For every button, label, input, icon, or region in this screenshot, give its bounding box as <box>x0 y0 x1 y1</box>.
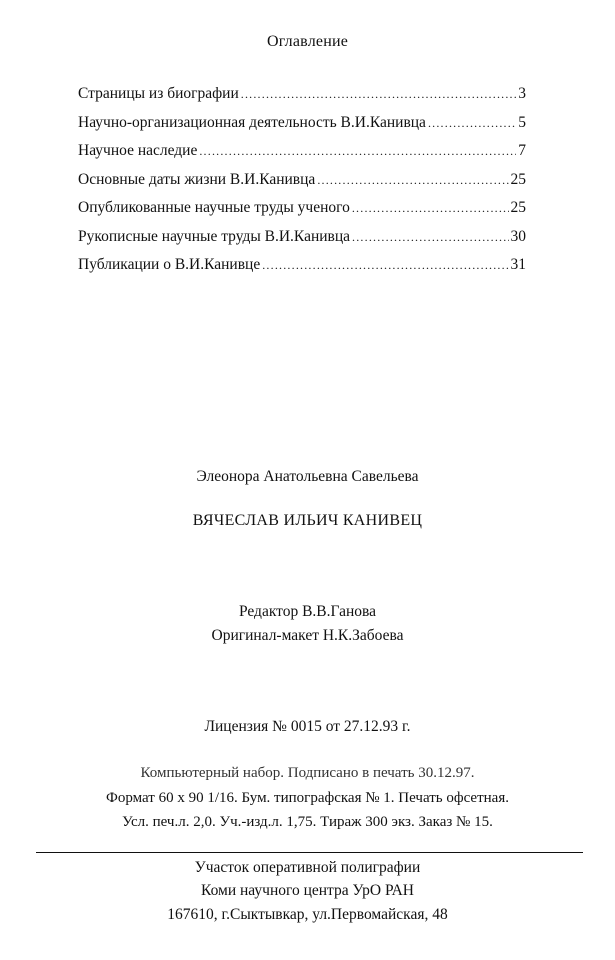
toc-dot-leader <box>317 173 508 188</box>
divider-rule <box>36 852 583 853</box>
toc-dot-leader <box>262 258 508 273</box>
toc-entry <box>78 142 526 171</box>
table-of-contents <box>78 85 526 285</box>
toc-entry-page: 30 <box>510 227 526 245</box>
imprint-line-typesetting: Компьютерный набор. Подписано в печать 30.12.97. <box>140 765 475 781</box>
layout-credit: Оригинал-макет Н.К.Забоева <box>211 627 404 644</box>
toc-entry-page: 7 <box>518 142 526 159</box>
toc-entry-title: Опубликованные научные труды ученого <box>78 199 350 216</box>
printer-line-center: Коми научного центра УрО РАН <box>201 882 414 899</box>
toc-entry <box>78 85 526 114</box>
toc-entry-title: Публикации о В.И.Канивце <box>78 256 261 273</box>
toc-dot-leader <box>199 144 516 159</box>
editor-credit: Редактор В.В.Ганова <box>238 603 377 620</box>
author-name: Элеонора Анатольевна Савельева <box>196 468 419 485</box>
toc-entry <box>78 171 526 200</box>
toc-entry-title: Страницы из биографии <box>78 85 239 102</box>
toc-entry-title: Рукописные научные труды В.И.Канивца <box>78 227 351 245</box>
toc-entry-title: Основные даты жизни В.И.Канивца <box>78 170 316 188</box>
book-title: ВЯЧЕСЛАВ ИЛЬИЧ КАНИВЕЦ <box>192 512 423 529</box>
toc-entry <box>78 199 526 228</box>
toc-dot-leader <box>241 87 517 102</box>
printer-line-unit: Участок оперативной полиграфии <box>194 859 421 876</box>
imprint-line-print-run: Усл. печ.л. 2,0. Уч.-изд.л. 1,75. Тираж 300 экз. Заказ № 15. <box>122 814 493 830</box>
toc-entry <box>78 228 526 257</box>
toc-entry-page: 31 <box>510 256 526 273</box>
toc-entry <box>78 114 526 143</box>
toc-dot-leader <box>352 201 509 216</box>
toc-entry-page: 5 <box>518 113 526 131</box>
toc-entry-page: 25 <box>510 199 526 216</box>
toc-dot-leader <box>428 116 516 131</box>
toc-dot-leader <box>352 230 508 245</box>
toc-entry-title: Научно-организационная деятельность В.И.Канивца <box>78 113 426 131</box>
printer-line-address: 167610, г.Сыктывкар, ул.Первомайская, 48 <box>167 906 448 923</box>
imprint-line-format: Формат 60 х 90 1/16. Бум. типографская № 1. Печать офсетная. <box>106 790 509 806</box>
toc-entry <box>78 256 526 285</box>
license-line: Лицензия № 0015 от 27.12.93 г. <box>204 718 411 735</box>
toc-heading: Оглавление <box>266 33 349 50</box>
toc-entry-page: 3 <box>518 85 526 102</box>
toc-entry-title: Научное наследие <box>78 142 198 159</box>
toc-entry-page: 25 <box>510 170 526 188</box>
